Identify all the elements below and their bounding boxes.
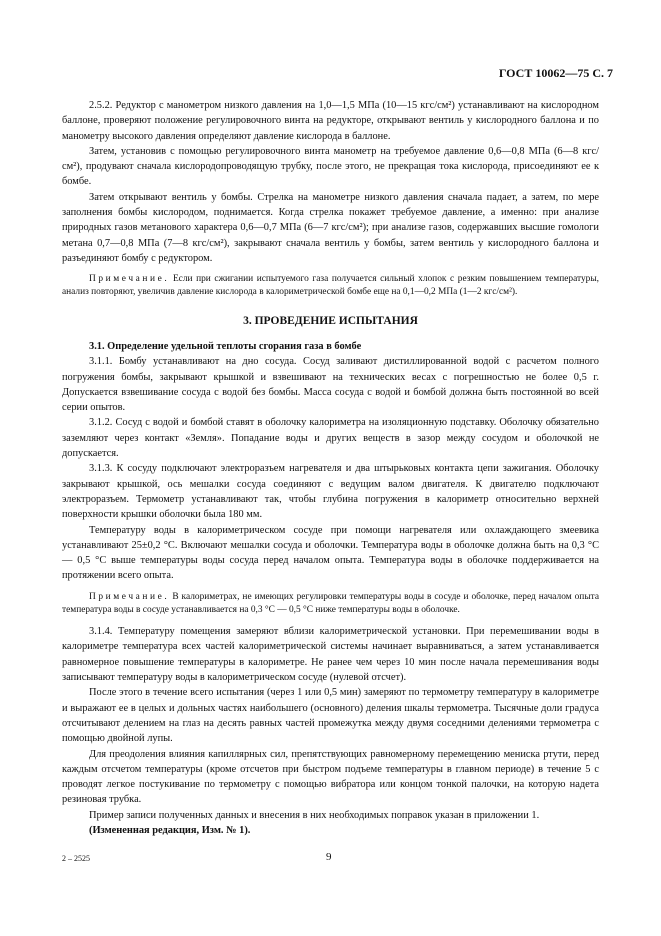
paragraph: Пример записи полученных данных и внесения в них необходимых поправок указан в приложении 1. [89, 809, 540, 821]
paragraph: 2.5.2. Редуктор с манометром низкого давления на 1,0—1,5 МПа (10—15 кгс/см²) устанавливают на кислородном баллоне, проверяют положение регулировочного винта на редукторе, открывают вентиль у кислородного баллона и по манометру высокого давления определяют давление кислорода в баллоне. [62, 100, 599, 142]
note [62, 591, 599, 617]
paragraph: Температуру воды в калориметрическом сосуде при помощи нагревателя или охлаждающего змеевика устанавливают 25±0,2 °С. Включают мешалки сосуда и оболочки. Температура воды в оболочке должна быть на 0,3 °С — 0,5 °С выше температуры воды сосуда перед началом опыта. Температура воды в оболочке поддерживается на протяжении всего опыта. [62, 524, 599, 582]
paragraph: Затем открывают вентиль у бомбы. Стрелка на манометре низкого давления сначала падает, а затем, по мере заполнения бомбы кислородом, поднимается. Когда стрелка покажет требуемое давление, а именно: при анализе природных газов метанового характера 0,6—0,7 МПа (6—7 кгс/см²); при анализе газов, содержавших высшие гомологи метана 0,7—0,8 МПа (7—8 кгс/см²), закрывают сначала вентиль у бомбы, затем вентиль у кислородного баллона и разъединяют бомбу с редуктором. [62, 191, 599, 264]
revision-note: (Измененная редакция, Изм. № 1). [89, 824, 251, 836]
paragraph: 3.1.4. Температуру помещения замеряют вблизи калориметрической установки. При перемешивании воды в калориметре температура всех частей калориметрической системы начинает выравниваться, а затем устанавливается равномерное повышение температуры в калориметре. Не ранее чем через 10 мин после начала перемешивания воды записывают температуру воды в калориметрическом сосуде (нулевой отсчет). [62, 626, 599, 684]
section-title: 3. ПРОВЕДЕНИЕ ИСПЫТАНИЯ [243, 314, 418, 327]
note-text: В калориметрах, не имеющих регулировки температуры воды в сосуде и оболочке, перед началом опыта температура воды в сосуде устанавливается на 0,3 °С — 0,5 °С ниже температуры воды в оболочке. [62, 591, 599, 615]
note-text: Если при сжигании испытуемого газа получается сильный хлопок с резким повышением температуры, анализ повторяют, увеличив давление кислорода в калориметрической бомбе еще на 0,1—0,2 МПа (1—2 кгс/см²). [62, 274, 599, 298]
paragraph: 3.1.1. Бомбу устанавливают на дно сосуда. Сосуд заливают дистиллированной водой с расчетом полного погружения бомбы, закрывают крышкой и взвешивают на технических весах с погрешностью не более 0,5 г. Допускается взвешивание сосуда с водой без бомбы. Масса сосуда с водой и бомбой должна быть постоянной во всей серии опытов. [62, 356, 599, 414]
page-header: ГОСТ 10062—75 С. 7 [498, 66, 613, 80]
note-label: Примечание. [89, 274, 170, 285]
note-label: Примечание. [89, 591, 170, 602]
document-body [62, 98, 599, 838]
note [62, 273, 599, 299]
page-number: 9 [326, 851, 332, 863]
footer-code: 2 – 2525 [62, 854, 90, 863]
paragraph: 3.1.3. К сосуду подключают электроразъем нагревателя и два штырьковых контакта цепи зажигания. Оболочку закрывают крышкой, ось мешалки сосуда соединяют с ведущим валом двигателя. К двигателю подключают электроразъем. Термометр устанавливают так, чтобы глубина погружения в калориметр относительно верхней поверхности крышки оболочки была 180 мм. [62, 463, 599, 521]
paragraph: Для преодоления влияния капиллярных сил, препятствующих равномерному перемещению мениска ртути, перед каждым отсчетом температуры (кроме отсчетов при быстром подъеме температуры в главном периоде) в течение 5 с проводят легкое постукивание по термометру с помощью вибратора или концом тонкой палочки, на которую надета резиновая трубка. [62, 748, 599, 806]
subsection-title: 3.1. Определение удельной теплоты сгорания газа в бомбе [89, 340, 362, 352]
paragraph: 3.1.2. Сосуд с водой и бомбой ставят в оболочку калориметра на изоляционную подставку. Оболочку обязательно заземляют через контакт «Земля». Попадание воды и других веществ в зазор между сосудом и оболочкой не допускается. [62, 417, 599, 460]
paragraph: После этого в течение всего испытания (через 1 или 0,5 мин) замеряют по термометру температуру в калориметре и выражают ее в целых и дольных частях наибольшего (основного) деления шкалы термометра. Тысячные доли градуса отсчитывают делением на глаз на десять равных частей промежутка между двумя соседними делениями термометра с помощью двойной лупы. [62, 687, 599, 745]
paragraph: Затем, установив с помощью регулировочного винта манометр на требуемое давление 0,6—0,8 МПа (6—8 кгс/см²), продувают сначала кислородопроводящую трубку, после этого, не прекращая тока кислорода, присоединяют ее к бомбе. [62, 145, 599, 188]
